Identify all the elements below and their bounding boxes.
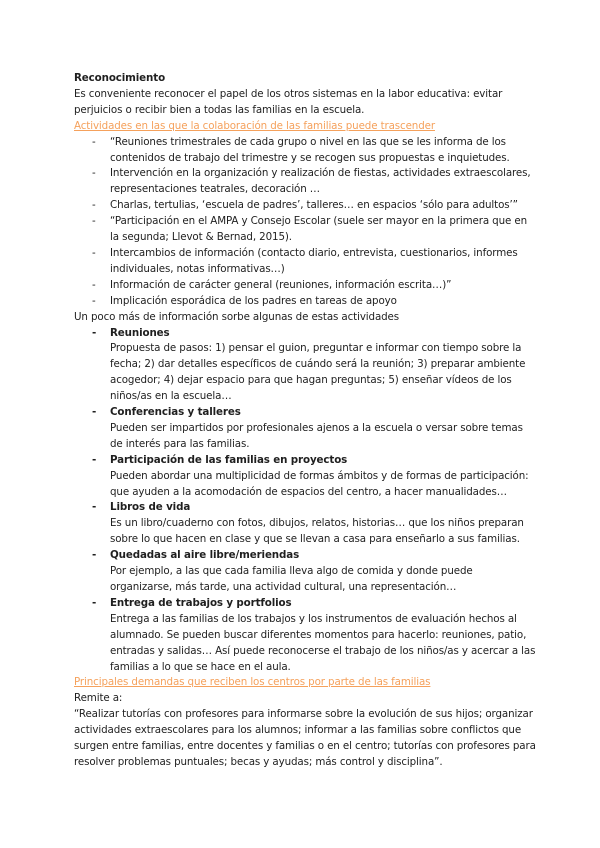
list-item-text: “Reuniones trimestrales de cada grupo o nivel en las que se les informa de los contenidos de trabajo del trimestre y se recogen sus propuestas e inquietudes. [110,135,510,164]
demandas-quote: “Realizar tutorías con profesores para informarse sobre la evolución de sus hijos; organizar actividades extraescolares para los alumnos; informar a las familias sobre conflictos que surgen entre familias, entre docentes y familias o en el centro; tutorías con profesores para resolver problemas puntuales; becas y ayudas; más control y disciplina”. [74,708,536,768]
activity-item-quedadas [74,548,536,596]
activity-title: Reuniones [110,326,170,339]
dash-bullet: - [92,549,97,562]
activity-description: Entrega a las familias de los trabajos y los instrumentos de evaluación hechos al alumnado. Se pueden buscar diferentes momentos para hacerlo: reuniones, patio, entradas y salidas… Así puede reconocerse el trabajo de los niños/as y acercar a las familias a lo que se hace en el aula. [110,612,536,673]
dash-bullet: - [92,246,96,259]
list-item-text: Intercambios de información (contacto diario, entrevista, cuestionarios, informes individuales, notas informativas…) [110,246,518,275]
dash-bullet: - [92,501,97,514]
list-item [74,135,536,167]
dash-bullet: - [92,596,97,609]
activity-title: Participación de las familias en proyectos [110,453,348,466]
dash-bullet: - [92,278,96,291]
activity-item-proyectos [74,453,536,501]
dash-bullet: - [92,167,96,180]
list-item-text: “Participación en el AMPA y Consejo Escolar (suele ser mayor en la primera que en la segunda; Llevot & Bernad, 2015). [110,215,527,244]
dash-bullet: - [92,215,96,228]
activity-description: Propuesta de pasos: 1) pensar el guion, preguntar e informar con tiempo sobre la fecha; 2) dar detalles específicos de cuándo será la reunión; 3) preparar ambiente acogedor; 4) dejar espacio para que hagan preguntas; 5) enseñar vídeos de los niños/as en la escuela… [110,342,526,403]
activity-description: Pueden abordar una multiplicidad de formas ámbitos y de formas de participación: que ayuden a la acomodación de espacios del centro, a hacer manualidades… [110,469,529,498]
list-item-text: Charlas, tertulias, ‘escuela de padres’, talleres… en espacios ‘sólo para adultos’” [110,199,518,212]
dash-bullet: - [92,294,96,307]
detalle-list [74,326,536,676]
actividades-link[interactable]: Actividades en las que la colaboración de las familias puede trascender [74,119,435,132]
dash-bullet: - [92,135,96,148]
activity-item-conferencias [74,405,536,453]
list-item-text: Información de carácter general (reuniones, información escrita…)” [110,278,452,291]
detalle-intro: Un poco más de información sorbe algunas de estas actividades [74,310,400,323]
document-body [74,71,536,771]
list-item [74,246,536,278]
dash-bullet: - [92,199,96,212]
activity-title: Quedadas al aire libre/meriendas [110,549,300,562]
activity-item-reuniones [74,326,536,406]
list-item [74,198,536,214]
list-item-text: Implicación esporádica de los padres en tareas de apoyo [110,294,397,307]
list-item-text: Intervención en la organización y realización de fiestas, actividades extraescolares, representaciones teatrales, decoración … [110,167,531,196]
activity-description: Por ejemplo, a las que cada familia lleva algo de comida y donde puede organizarse, más tarde, una actividad cultural, una representación… [110,565,473,593]
reconocimiento-paragraph: Es conveniente reconocer el papel de los otros sistemas en la labor educativa: evitar perjuicios o recibir bien a todas las familias en la escuela. [74,87,503,116]
activity-title: Libros de vida [110,501,191,514]
list-item [74,294,536,310]
activity-title: Conferencias y talleres [110,406,241,419]
activity-description: Pueden ser impartidos por profesionales ajenos a la escuela o versar sobre temas de interés para las familias. [110,421,523,450]
list-item [74,166,536,198]
dash-bullet: - [92,453,97,466]
activity-item-libros-de-vida [74,500,536,548]
remite-label: Remite a: [74,692,123,705]
activity-description: Es un libro/cuaderno con fotos, dibujos, relatos, historias… que los niños preparan sobre lo que hacen en clase y que se llevan a casa para enseñarlo a sus familias. [110,517,524,546]
demandas-link[interactable]: Principales demandas que reciben los centros por parte de las familias [74,676,431,689]
dash-bullet: - [92,326,97,339]
list-item [74,214,536,246]
section-heading-reconocimiento: Reconocimiento [74,72,166,84]
dash-bullet: - [92,406,97,419]
activity-title: Entrega de trabajos y portfolios [110,596,292,609]
activity-item-entrega [74,596,536,676]
list-item [74,278,536,294]
actividades-list [74,135,536,310]
